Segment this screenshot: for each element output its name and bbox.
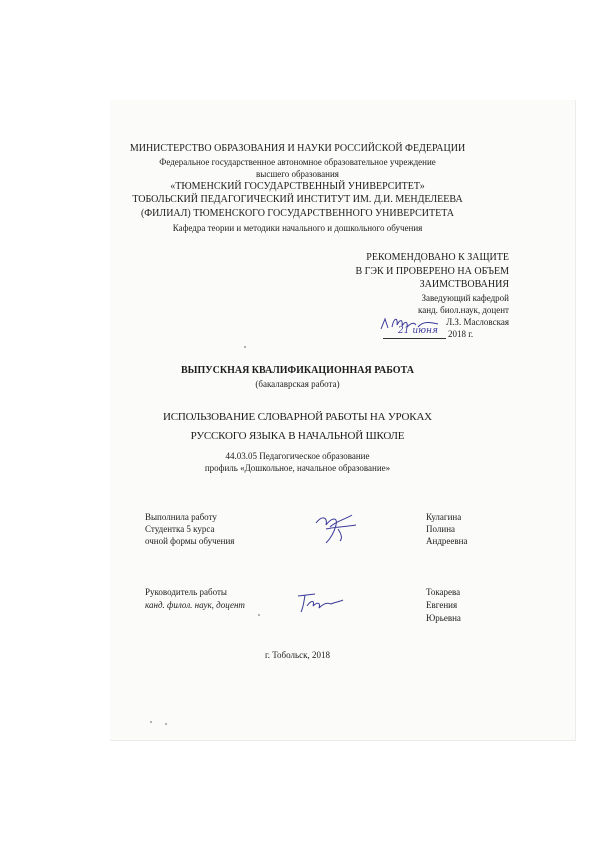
work-subtype: (бакалаврская работа): [255, 379, 340, 389]
supervisor-label-2: канд. филол. наук, доцент: [145, 600, 245, 610]
approval-line-2: В ГЭК И ПРОВЕРЕНО НА ОБЪЕМ: [355, 266, 509, 277]
head-name: Л.З. Масловская: [446, 317, 509, 327]
approval-line-1: РЕКОМЕНДОВАНО К ЗАЩИТЕ: [366, 252, 509, 263]
work-title-line-1: ИСПОЛЬЗОВАНИЕ СЛОВАРНОЙ РАБОТЫ НА УРОКАХ: [163, 411, 432, 423]
date-handwritten: 21 июня: [398, 326, 438, 336]
institution-type-line: Федеральное государственное автономное образовательное учреждение: [159, 157, 436, 167]
scan-speck: [165, 723, 167, 725]
program-profile: профиль «Дошкольное, начальное образование»: [204, 463, 391, 473]
approval-year: 2018 г.: [448, 329, 474, 339]
ministry-line: МИНИСТЕРСТВО ОБРАЗОВАНИЯ И НАУКИ РОССИЙСКОЙ ФЕДЕРАЦИИ: [129, 143, 466, 154]
scan-speck: [244, 346, 246, 348]
head-degree: канд. биол.наук, доцент: [417, 305, 509, 315]
department-line: Кафедра теории и методики начального и дошкольного обучения: [172, 223, 423, 233]
institute-line: ТОБОЛЬСКИЙ ПЕДАГОГИЧЕСКИЙ ИНСТИТУТ ИМ. Д.И. МЕНДЕЛЕЕВА: [132, 194, 463, 205]
scan-speck: [258, 614, 260, 616]
approval-line-3: ЗАИМСТВОВАНИЯ: [419, 279, 509, 290]
supervisor-patronymic: Юрьевна: [426, 613, 461, 623]
city-year: г. Тобольск, 2018: [265, 650, 330, 660]
author-surname: Кулагина: [426, 512, 462, 522]
author-first-name: Полина: [426, 524, 455, 534]
author-patronymic: Андреевна: [426, 536, 468, 546]
scan-speck: [150, 721, 152, 723]
university-line: «ТЮМЕНСКИЙ ГОСУДАРСТВЕННЫЙ УНИВЕРСИТЕТ»: [170, 181, 425, 192]
work-type: ВЫПУСКНАЯ КВАЛИФИКАЦИОННАЯ РАБОТА: [181, 365, 414, 376]
education-level-line: высшего образования: [256, 169, 339, 179]
head-title: Заведующий кафедрой: [421, 293, 509, 303]
supervisor-signature: [295, 590, 347, 616]
author-label-1: Выполнила работу: [145, 512, 217, 522]
supervisor-first-name: Евгения: [426, 600, 458, 610]
program-code: 44.03.05 Педагогическое образование: [225, 451, 370, 461]
author-label-3: очной формы обучения: [145, 536, 235, 546]
work-title-line-2: РУССКОГО ЯЗЫКА В НАЧАЛЬНОЙ ШКОЛЕ: [190, 430, 405, 442]
supervisor-surname: Токарева: [426, 587, 461, 597]
author-label-2: Студентка 5 курса: [145, 524, 215, 534]
author-signature: [312, 507, 358, 547]
supervisor-label-1: Руководитель работы: [145, 587, 227, 597]
branch-line: (ФИЛИАЛ) ТЮМЕНСКОГО ГОСУДАРСТВЕННОГО УНИВЕРСИТЕТА: [140, 208, 455, 219]
